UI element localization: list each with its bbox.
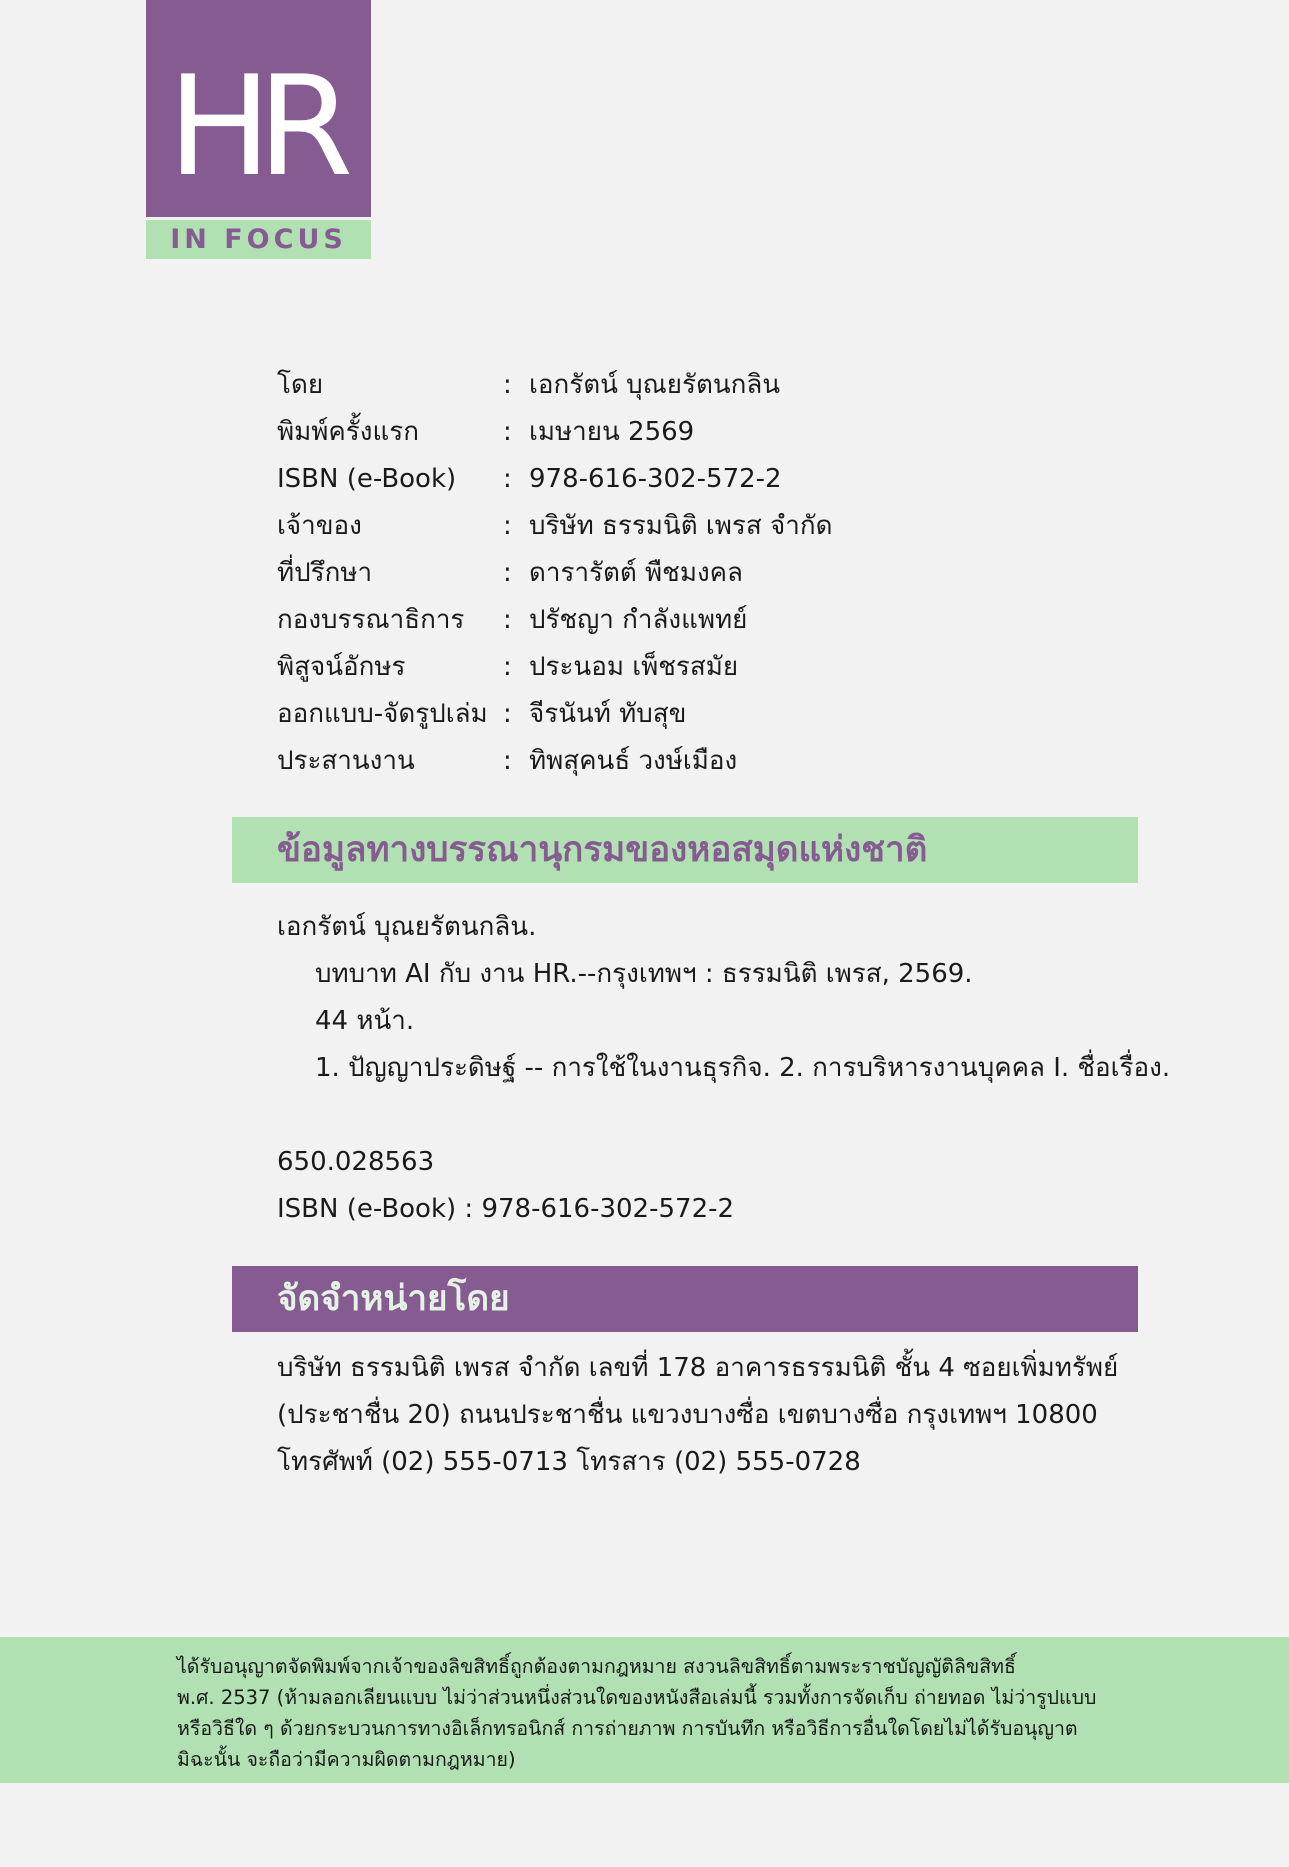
credit-colon: : <box>503 746 512 776</box>
credit-colon: : <box>503 652 512 682</box>
credit-colon: : <box>503 370 512 400</box>
logo-in-focus-text: IN FOCUS <box>146 220 371 259</box>
distribution-address <box>277 1345 1118 1486</box>
credit-value: 978-616-302-572-2 <box>529 464 782 494</box>
distribution-line: บริษัท ธรรมนิติ เพรส จำกัด เลขที่ 178 อาคารธรรมนิติ ชั้น 4 ซอยเพิ่มทรัพย์ <box>277 1353 1119 1383</box>
catalog-isbn: ISBN (e-Book) : 978-616-302-572-2 <box>277 1194 735 1224</box>
credit-colon: : <box>503 417 512 447</box>
distribution-line: (ประชาชื่น 20) ถนนประชาชื่น แขวงบางซื่อ เขตบางซื่อ กรุงเทพฯ 10800 <box>277 1400 1098 1430</box>
credit-value: จีรนันท์ ทับสุข <box>529 699 687 729</box>
logo-purple-block <box>146 0 371 217</box>
distribution-heading: จัดจำหน่ายโดย <box>232 1266 1138 1332</box>
credit-colon: : <box>503 605 512 635</box>
hr-in-focus-logo <box>146 0 371 259</box>
copyright-line: พ.ศ. 2537 (ห้ามลอกเลียนแบบ ไม่ว่าส่วนหนึ่งส่วนใดของหนังสือเล่มนี้ รวมทั้งการจัดเก็บ ถ่ายทอด ไม่ว่ารูปแบบ <box>177 1686 1097 1709</box>
credit-value: เมษายน 2569 <box>529 417 695 447</box>
catalog-classification: 650.028563 <box>277 1147 435 1177</box>
distribution-line: โทรศัพท์ (02) 555-0713 โทรสาร (02) 555-0728 <box>277 1447 861 1477</box>
copyright-line: ได้รับอนุญาตจัดพิมพ์จากเจ้าของลิขสิทธิ์ถูกต้องตามกฎหมาย สงวนลิขสิทธิ์ตามพระราชบัญญัติลิขสิทธิ์ <box>177 1655 1016 1678</box>
catalog-record <box>277 904 1170 1233</box>
catalog-subjects: 1. ปัญญาประดิษฐ์ -- การใช้ในงานธุรกิจ. 2. การบริหารงานบุคคล I. ชื่อเรื่อง. <box>315 1053 1171 1083</box>
catalog-spacer <box>277 1092 1170 1139</box>
catalog-title-line: บทบาท AI กับ งาน HR.--กรุงเทพฯ : ธรรมนิติ เพรส, 2569. <box>315 959 973 989</box>
copyright-line: หรือวิธีใด ๆ ด้วยกระบวนการทางอิเล็กทรอนิกส์ การถ่ายภาพ การบันทึก หรือวิธีการอื่นใดโดยไม่ได้รับอนุญาต <box>177 1717 1078 1740</box>
credit-colon: : <box>503 558 512 588</box>
credit-value: ดารารัตต์ พืชมงคล <box>529 558 743 588</box>
credit-label: เจ้าของ <box>277 511 362 541</box>
credit-colon: : <box>503 699 512 729</box>
catalog-heading: ข้อมูลทางบรรณานุกรมของหอสมุดแห่งชาติ <box>232 817 1138 883</box>
copyright-notice <box>177 1651 1096 1775</box>
credit-colon: : <box>503 511 512 541</box>
credit-value: เอกรัตน์ บุณยรัตนกลิน <box>529 370 781 400</box>
credit-label: ประสานงาน <box>277 746 415 776</box>
credit-label: พิมพ์ครั้งแรก <box>277 417 419 447</box>
catalog-pages: 44 หน้า. <box>315 1006 415 1036</box>
credit-label: ISBN (e-Book) <box>277 464 457 494</box>
credit-value: ประนอม เพ็ชรสมัย <box>529 652 739 682</box>
copyright-footer <box>0 1637 1289 1783</box>
logo-hr-text: HR <box>167 46 340 207</box>
credit-value: ปรัชญา กำลังแพทย์ <box>529 605 748 635</box>
credit-value: บริษัท ธรรมนิติ เพรส จำกัด <box>529 511 833 541</box>
credit-label: ออกแบบ-จัดรูปเล่ม <box>277 699 488 729</box>
credit-value: ทิพสุคนธ์ วงษ์เมือง <box>529 746 738 776</box>
credit-label: ที่ปรึกษา <box>277 558 373 588</box>
credit-label: พิสูจน์อักษร <box>277 652 406 682</box>
credit-label: โดย <box>277 370 324 400</box>
credit-colon: : <box>503 464 512 494</box>
catalog-author: เอกรัตน์ บุณยรัตนกลิน. <box>277 912 537 942</box>
copyright-line: มิฉะนั้น จะถือว่ามีความผิดตามกฎหมาย) <box>177 1748 516 1771</box>
credit-label: กองบรรณาธิการ <box>277 605 465 635</box>
